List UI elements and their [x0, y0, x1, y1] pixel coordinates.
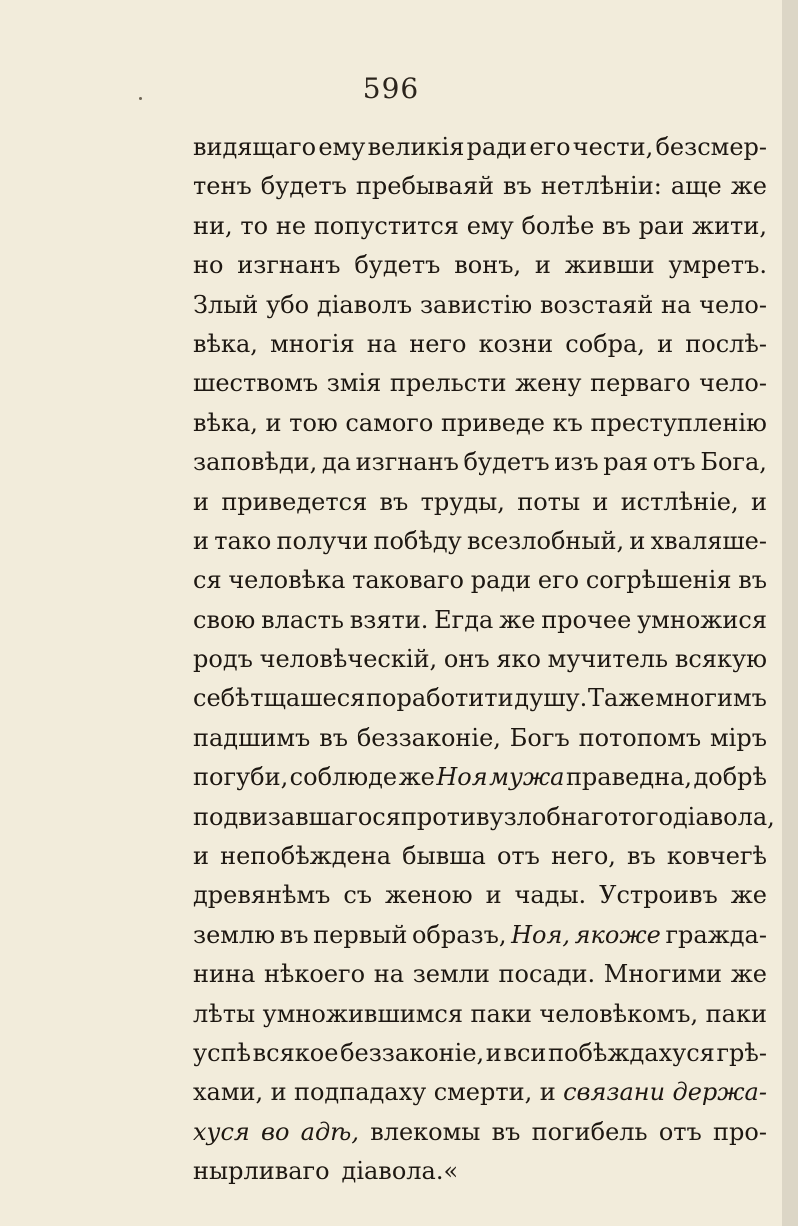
word: самого [345, 408, 434, 437]
word: шествомъ [193, 369, 319, 398]
word: хваляше- [650, 526, 767, 555]
word: про- [713, 1117, 767, 1146]
word: Бога, [700, 448, 767, 477]
word: и [265, 408, 282, 437]
word: всезлобный, [467, 526, 625, 555]
word: отъ [658, 1117, 702, 1146]
word: древянѣмъ [193, 881, 331, 910]
text-line [193, 207, 767, 246]
word: и [534, 251, 551, 280]
text-line [193, 679, 767, 718]
word: отъ [496, 842, 540, 871]
word: приведется [221, 487, 368, 516]
word: и [629, 526, 646, 555]
word: изгнанъ [237, 251, 341, 280]
text-line [193, 955, 767, 994]
text-line [193, 167, 767, 206]
word: погуби, [193, 763, 289, 792]
word: и [485, 1038, 502, 1067]
word: діавола.« [341, 1157, 459, 1186]
word: человѣкомъ, [539, 999, 699, 1028]
word: его [537, 566, 580, 595]
word: изъ [554, 448, 599, 477]
word: не [275, 211, 307, 240]
word: земли [412, 960, 490, 989]
word: вонъ, [454, 251, 522, 280]
page-edge [782, 0, 798, 1226]
word: злобнаго [503, 802, 619, 831]
text-line [193, 601, 767, 640]
word: посади. [498, 960, 596, 989]
word: ни, [193, 211, 233, 240]
word: въ [738, 566, 767, 595]
text-line [193, 128, 767, 167]
word: пребываяй [355, 172, 494, 201]
word: въ [379, 487, 409, 516]
word: и [270, 1078, 287, 1107]
word: въ [491, 1117, 521, 1146]
text-line [193, 561, 767, 600]
word: изгнанъ [355, 448, 459, 477]
word: беззаконіе, [356, 723, 501, 752]
word: побѣждахуся [548, 1038, 715, 1067]
word: но [193, 251, 224, 280]
word: Злый [193, 290, 259, 319]
word: діавола, [672, 802, 775, 831]
word: родъ [193, 645, 253, 674]
word: тою [289, 408, 338, 437]
word: женою [385, 881, 473, 910]
word: лѣты [193, 999, 256, 1028]
text-line [193, 364, 767, 403]
word: діаволъ [316, 290, 413, 319]
word: заповѣди, [193, 448, 318, 477]
word: землю [193, 920, 276, 949]
word: жити, [691, 211, 767, 240]
word: Многими [603, 960, 723, 989]
page-number: 596 [362, 72, 420, 105]
word: подпадаху [293, 1078, 427, 1107]
word: бывша [402, 842, 486, 871]
word: паки [470, 999, 532, 1028]
word: перваго [590, 369, 691, 398]
word: и [750, 487, 767, 516]
word: согрѣшенія [585, 566, 732, 595]
word: Ноя [436, 763, 488, 792]
word: смерти, [433, 1078, 533, 1107]
word: непобѣждена [220, 842, 392, 871]
word: прочее [541, 605, 632, 634]
word: съ [343, 881, 373, 910]
word: же [499, 605, 536, 634]
word: то [240, 211, 269, 240]
word: Егда [434, 605, 494, 634]
word: ему [466, 211, 514, 240]
word: и [193, 487, 209, 516]
word: беззаконіе, [340, 1038, 485, 1067]
word: тако [214, 526, 272, 555]
word: Таже [587, 684, 655, 713]
word: его [529, 133, 571, 161]
word: мучитель [547, 645, 669, 674]
text-line [193, 404, 767, 443]
word: будетъ [463, 448, 550, 477]
word: поработити [366, 684, 514, 713]
word: всякую [674, 645, 767, 674]
word: на [660, 290, 692, 319]
word: тщашеся [250, 684, 366, 713]
text-line [193, 995, 767, 1034]
word: раи [638, 211, 685, 240]
word: попустится [313, 211, 459, 240]
word: послѣ- [685, 329, 767, 358]
word: великія [367, 133, 465, 161]
word: ся [193, 566, 222, 595]
word: того [618, 802, 673, 831]
word: человѣка [228, 566, 346, 595]
word: падшимъ [193, 723, 311, 752]
word: рая [603, 448, 649, 477]
word: въ [319, 723, 348, 752]
word: труды, [420, 487, 505, 516]
word: него [409, 329, 467, 358]
word: яко [496, 645, 541, 674]
word: гражда- [665, 920, 767, 949]
text-line [193, 719, 767, 758]
text-line [193, 798, 775, 837]
word: на [366, 329, 398, 358]
word: многія [270, 329, 355, 358]
word: свою [193, 605, 256, 634]
text-line [193, 1073, 767, 1112]
text-line [193, 286, 767, 325]
text-line [193, 1034, 767, 1073]
word: образъ, [411, 920, 507, 949]
word: связани [563, 1078, 666, 1107]
word: вси [503, 1038, 547, 1067]
word: всякое [252, 1038, 339, 1067]
word: жену [515, 369, 582, 398]
word: отъ [652, 448, 696, 477]
word: мужа [489, 763, 565, 792]
word: да [321, 448, 351, 477]
text-line [193, 443, 767, 482]
word: въ [602, 211, 631, 240]
word: тенъ [193, 172, 252, 201]
word: побѣду [373, 526, 462, 555]
text-line [193, 837, 767, 876]
text-line [193, 522, 767, 561]
word: прельсти [389, 369, 507, 398]
word: чады. [514, 881, 587, 910]
text-line [193, 325, 767, 364]
word: противу [400, 802, 504, 831]
word: чело- [699, 369, 767, 398]
word: взяти. [349, 605, 429, 634]
word: будетъ [260, 172, 347, 201]
word: держа- [672, 1078, 767, 1107]
word: вѣка, [193, 329, 258, 358]
word: паки [705, 999, 767, 1028]
word: нетлѣніи: [540, 172, 662, 201]
word: подвизавшагося [193, 802, 401, 831]
word: козни [478, 329, 554, 358]
word: Устроивъ [599, 881, 718, 910]
word: же [730, 960, 767, 989]
word: многимъ [655, 684, 767, 713]
word: чести, [572, 133, 654, 161]
word: влекомы [370, 1117, 481, 1146]
word: ковчегѣ [666, 842, 767, 871]
word: человѣческій, [259, 645, 438, 674]
word: аще [670, 172, 722, 201]
word: нѣкоего [263, 960, 366, 989]
word: умножися [637, 605, 767, 634]
text-line [193, 876, 767, 915]
word: нырливаго [193, 1157, 330, 1186]
text-line [193, 916, 767, 955]
word: первый [313, 920, 408, 949]
word: на [373, 960, 405, 989]
word: убо [266, 290, 310, 319]
word: и [657, 329, 674, 358]
text-line [193, 1113, 767, 1152]
word: ради [466, 133, 528, 161]
word: Ноя, [511, 920, 571, 949]
word: праведна, [565, 763, 693, 792]
word: погибель [531, 1117, 648, 1146]
word: возстаяй [539, 290, 654, 319]
word: видящаго [193, 133, 317, 161]
word: во [261, 1117, 290, 1146]
word: умретъ. [668, 251, 767, 280]
text-line [193, 1152, 767, 1191]
word: вѣка, [193, 408, 258, 437]
word: же [730, 172, 767, 201]
word: и [193, 526, 209, 555]
text-line [193, 758, 767, 797]
word: ему [318, 133, 366, 161]
word: поты [517, 487, 581, 516]
word: же [398, 763, 435, 792]
word: къ [552, 408, 583, 437]
word: якоже [574, 920, 661, 949]
word: добрѣ [693, 763, 767, 792]
word: собра, [565, 329, 645, 358]
word: хуся [193, 1117, 250, 1146]
word: же [730, 881, 767, 910]
word: него, [551, 842, 616, 871]
word: грѣ- [716, 1038, 767, 1067]
word: соблюде [289, 763, 398, 792]
text-line [193, 483, 767, 522]
word: получи [276, 526, 369, 555]
body-text [193, 128, 775, 1192]
word: міръ [710, 723, 767, 752]
word: живши [564, 251, 655, 280]
word: и [539, 1078, 556, 1107]
word: и [193, 842, 209, 871]
word: болѣе [521, 211, 595, 240]
word: умножившимся [262, 999, 464, 1028]
word: нина [193, 960, 256, 989]
word: успѣ [193, 1038, 252, 1067]
word: власть [261, 605, 344, 634]
word: адѣ, [300, 1117, 359, 1146]
word: приведе [440, 408, 545, 437]
word: завистію [419, 290, 533, 319]
word: преступленію [590, 408, 767, 437]
word: Богъ [509, 723, 570, 752]
word: и [592, 487, 609, 516]
word: и [485, 881, 502, 910]
word: будетъ [354, 251, 441, 280]
text-line [193, 246, 767, 285]
word: потопомъ [578, 723, 702, 752]
word: себѣ [193, 684, 250, 713]
word: истлѣніе, [620, 487, 739, 516]
word: въ [503, 172, 532, 201]
word: хами, [193, 1078, 264, 1107]
word: змія [326, 369, 382, 398]
word: чело- [699, 290, 767, 319]
word: ради [470, 566, 532, 595]
word: онъ [443, 645, 490, 674]
word: таковаго [352, 566, 464, 595]
text-line [193, 640, 767, 679]
word: въ [627, 842, 656, 871]
word: безсмер- [655, 133, 767, 161]
word: душу. [514, 684, 588, 713]
word: въ [279, 920, 309, 949]
